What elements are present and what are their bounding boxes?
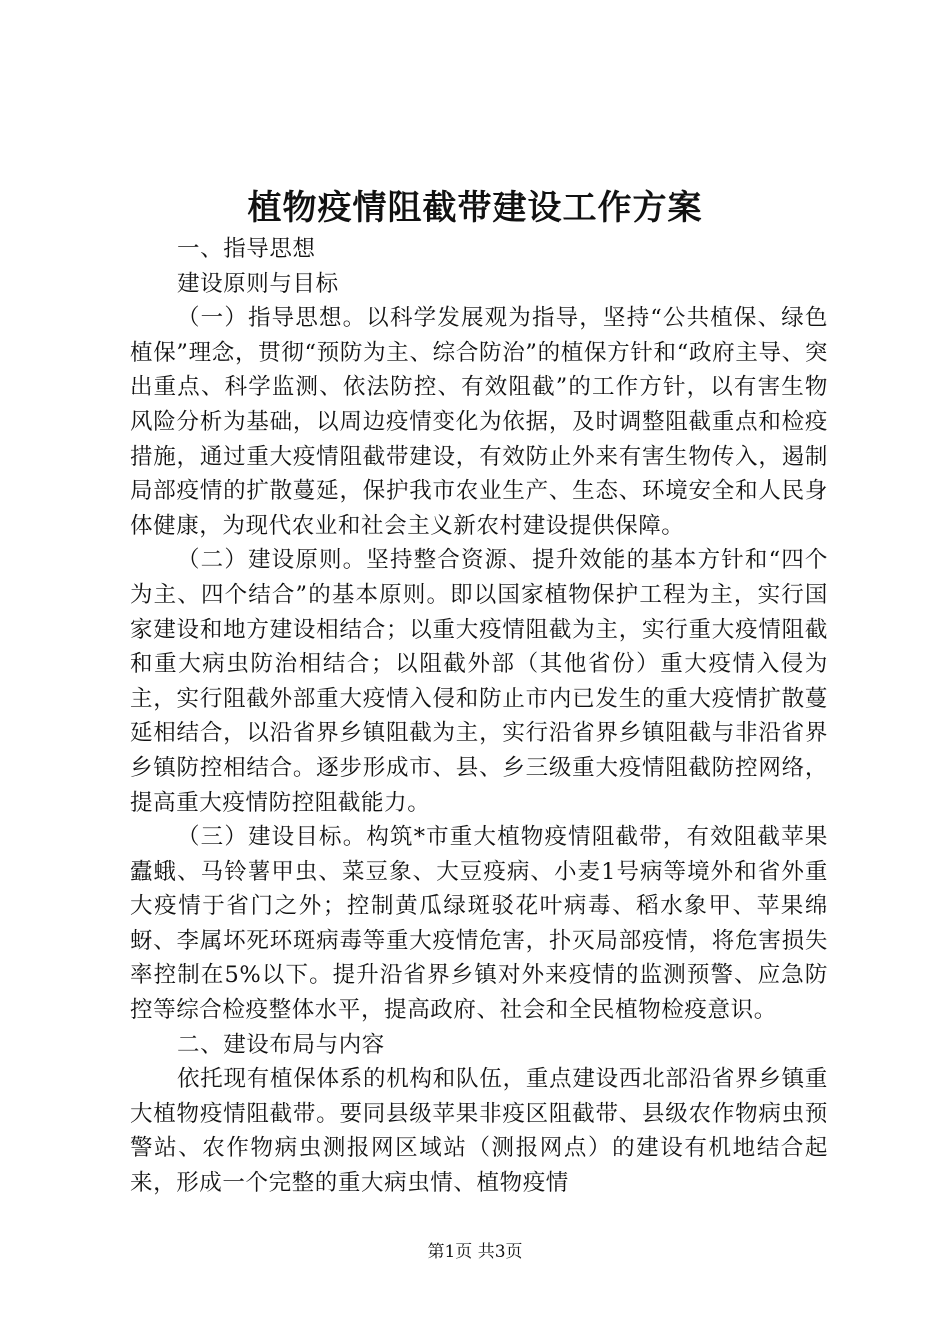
section-subheading-principles-goals: 建设原则与目标 [177,270,339,297]
page-number: 第1页 共3页 [427,1242,523,1262]
document-body [130,232,828,1201]
paragraph-guiding-ideology: （一）指导思想。以科学发展观为指导，坚持“公共植保、绿色植保”理念，贯彻“预防为主、综合防治”的植保方针和“政府主导、突出重点、科学监测、依法防控、有效阻截”的工作方针，以有害生物风险分析为基础，以周边疫情变化为依据，及时调整阻截重点和检疫措施，通过重大疫情阻截带建设，有效防止外来有害生物传入，遏制局部疫情的扩散蔓延，保护我市农业生产、生态、环境安全和人民身体健康，为现代农业和社会主义新农村建设提供保障。 [130,305,828,539]
paragraph-layout-content: 依托现有植保体系的机构和队伍，重点建设西北部沿省界乡镇重大植物疫情阻截带。要同县级苹果非疫区阻截带、县级农作物病虫预警站、农作物病虫测报网区域站（测报网点）的建设有机地结合起来，形成一个完整的重大病虫情、植物疫情 [130,1066,828,1197]
section-heading-layout-content: 二、建设布局与内容 [177,1031,385,1058]
document-title: 植物疫情阻截带建设工作方案 [247,188,703,228]
section-heading-guiding-ideology: 一、指导思想 [177,236,316,262]
paragraph-construction-goals: （三）建设目标。构筑*市重大植物疫情阻截带，有效阻截苹果蠹蛾、马铃薯甲虫、菜豆象、大豆疫病、小麦1号病等境外和省外重大疫情于省门之外；控制黄瓜绿斑驳花叶病毒、稻水象甲、苹果绵蚜、李属坏死环斑病毒等重大疫情危害，扑灭局部疫情，将危害损失率控制在5%以下。提升沿省界乡镇对外来疫情的监测预警、应急防控等综合检疫整体水平，提高政府、社会和全民植物检疫意识。 [130,824,828,1024]
paragraph-construction-principles: （二）建设原则。坚持整合资源、提升效能的基本方针和“四个为主、四个结合”的基本原则。即以国家植物保护工程为主，实行国家建设和地方建设相结合；以重大疫情阻截为主，实行重大疫情阻截和重大病虫防治相结合；以阻截外部（其他省份）重大疫情入侵为主，实行阻截外部重大疫情入侵和防止市内已发生的重大疫情扩散蔓延相结合，以沿省界乡镇阻截为主，实行沿省界乡镇阻截与非沿省界乡镇防控相结合。逐步形成市、县、乡三级重大疫情阻截防控网络，提高重大疫情防控阻截能力。 [130,547,828,816]
